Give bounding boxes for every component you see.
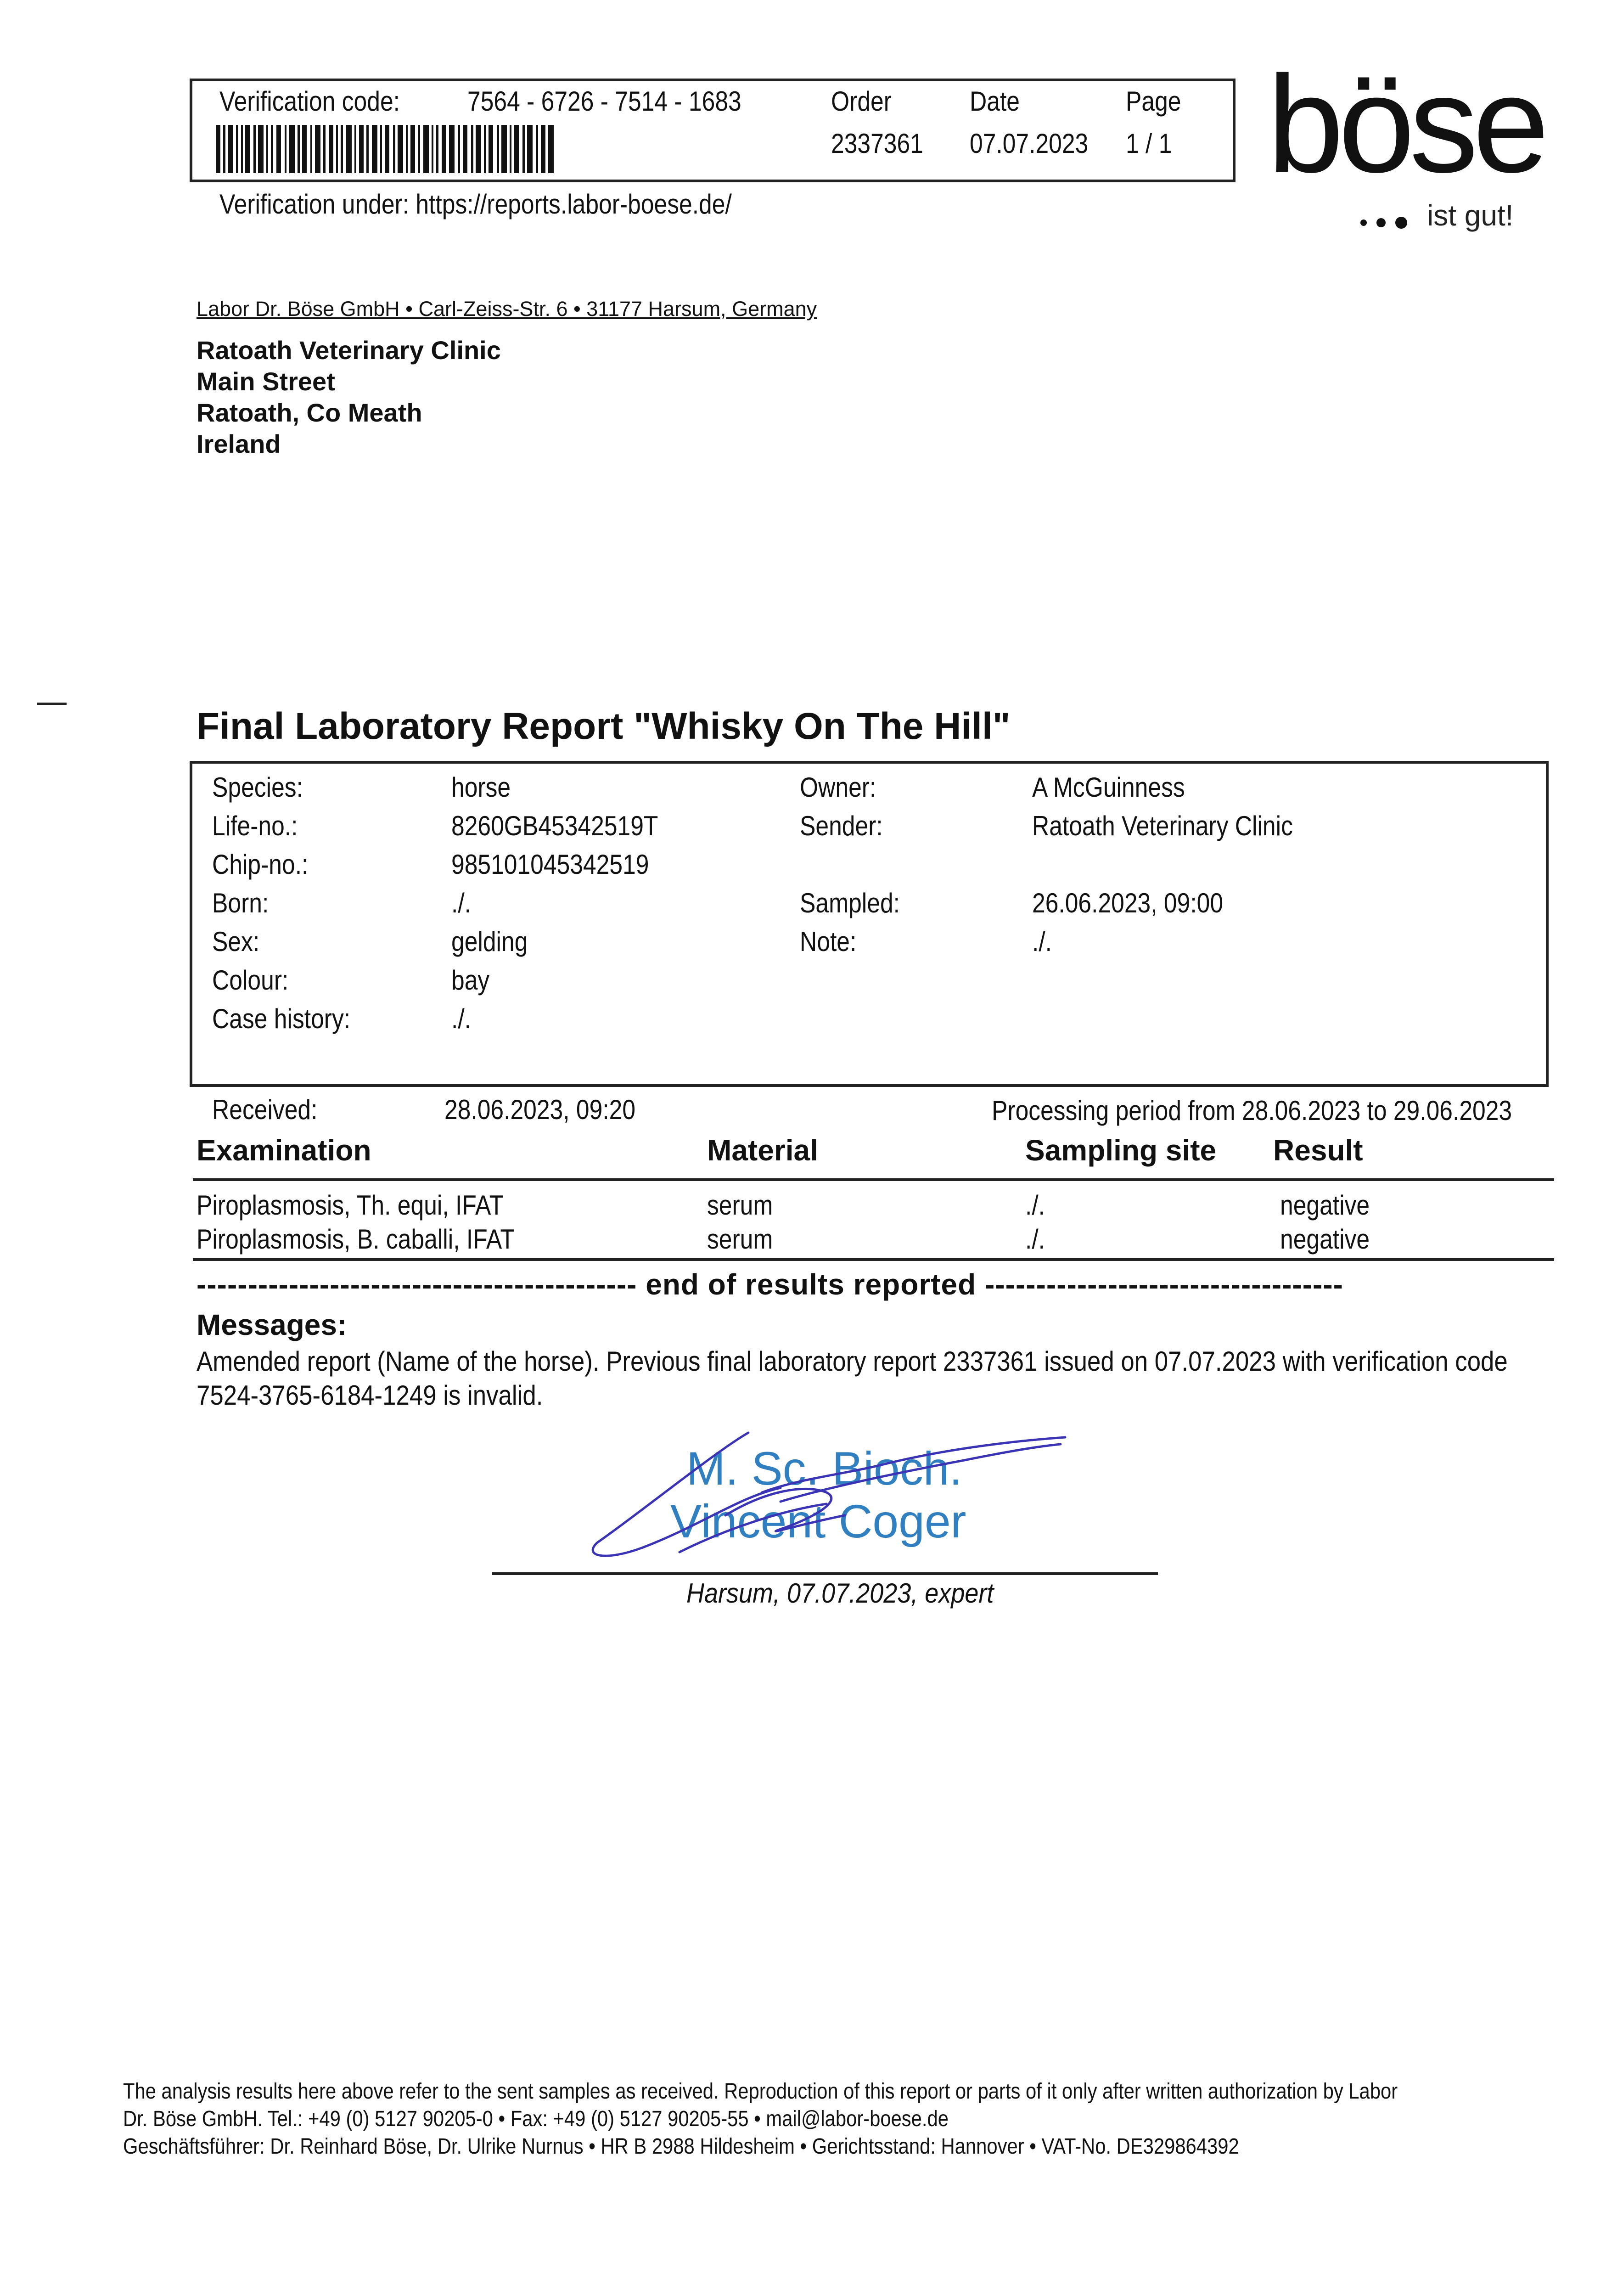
message-line-1: Amended report (Name of the horse). Previous final laboratory report 2337361 issued on 07.07.2023 with verification code <box>197 1346 1508 1377</box>
sex-value: gelding <box>451 926 528 957</box>
material-cell: serum <box>707 1190 773 1221</box>
recipient-street: Main Street <box>197 367 335 396</box>
sampled-value: 26.06.2023, 09:00 <box>1032 888 1224 918</box>
signature-stamp-name: Vincent Coger <box>670 1495 966 1548</box>
bose-logo: böse <box>1267 47 1544 201</box>
column-header-material: Material <box>707 1134 818 1167</box>
signature-caption: Harsum, 07.07.2023, expert <box>686 1578 994 1609</box>
column-header-result: Result <box>1273 1134 1363 1167</box>
species-value: horse <box>451 772 511 803</box>
recipient-city: Ratoath, Co Meath <box>197 398 422 427</box>
signature-rule <box>492 1572 1158 1575</box>
note-label: Note: <box>800 926 857 957</box>
sampled-label: Sampled: <box>800 888 900 918</box>
examination-cell: Piroplasmosis, B. caballi, IFAT <box>197 1224 515 1255</box>
logo-tagline: ist gut! <box>1427 199 1514 232</box>
note-value: ./. <box>1032 926 1052 957</box>
verification-label: Verification code: <box>219 86 400 117</box>
colour-label: Colour: <box>212 965 289 996</box>
signature-stamp-title: M. Sc. Bioch. <box>686 1442 962 1495</box>
colour-value: bay <box>451 965 490 996</box>
born-value: ./. <box>451 888 472 918</box>
chip-no-value: 985101045342519 <box>451 849 649 880</box>
table-header-rule <box>193 1178 1554 1181</box>
fold-mark <box>37 703 67 705</box>
chip-no-label: Chip-no.: <box>212 849 309 880</box>
footer-line-2: Dr. Böse GmbH. Tel.: +49 (0) 5127 90205-0 • Fax: +49 (0) 5127 90205-55 • mail@labor-boese.de <box>123 2107 949 2131</box>
received-value: 28.06.2023, 09:20 <box>444 1094 636 1125</box>
end-of-results-line: ------------------------------------------- end of results reported ----------------------------------- <box>197 1268 1343 1301</box>
date-label: Date <box>970 86 1020 117</box>
case-history-value: ./. <box>451 1003 472 1034</box>
column-header-examination: Examination <box>197 1134 371 1167</box>
sampling-site-cell: ./. <box>1025 1224 1045 1255</box>
page-value: 1 / 1 <box>1126 128 1172 159</box>
material-cell: serum <box>707 1224 773 1255</box>
received-label: Received: <box>212 1094 318 1125</box>
column-header-sampling-site: Sampling site <box>1025 1134 1217 1167</box>
message-line-2: 7524-3765-6184-1249 is invalid. <box>197 1380 543 1411</box>
order-label: Order <box>831 86 892 117</box>
born-label: Born: <box>212 888 269 918</box>
species-label: Species: <box>212 772 303 803</box>
table-bottom-rule <box>193 1258 1554 1261</box>
life-no-label: Life-no.: <box>212 810 298 841</box>
footer-line-1: The analysis results here above refer to the sent samples as received. Reproduction of this report or parts of it only after written authorization by Labor <box>123 2079 1398 2104</box>
life-no-value: 8260GB45342519T <box>451 810 658 841</box>
owner-value: A McGuinness <box>1032 772 1185 803</box>
owner-label: Owner: <box>800 772 876 803</box>
logo-dots-icon <box>1359 216 1419 230</box>
barcode-image <box>216 125 556 173</box>
result-cell: negative <box>1280 1190 1370 1221</box>
recipient-name: Ratoath Veterinary Clinic <box>197 336 501 365</box>
order-value: 2337361 <box>831 128 923 159</box>
messages-title: Messages: <box>197 1308 347 1341</box>
footer-line-3: Geschäftsführer: Dr. Reinhard Böse, Dr. Ulrike Nurnus • HR B 2988 Hildesheim • Gerichtsstand: Hannover • VAT-No. DE329864392 <box>123 2134 1239 2159</box>
case-history-label: Case history: <box>212 1003 351 1034</box>
examination-cell: Piroplasmosis, Th. equi, IFAT <box>197 1190 504 1221</box>
processing-period: Processing period from 28.06.2023 to 29.06.2023 <box>992 1095 1512 1126</box>
sender-value: Ratoath Veterinary Clinic <box>1032 810 1293 841</box>
sender-address-line: Labor Dr. Böse GmbH • Carl-Zeiss-Str. 6 • 31177 Harsum, Germany <box>197 297 817 321</box>
sampling-site-cell: ./. <box>1025 1190 1045 1221</box>
handwritten-signature <box>588 1424 1074 1575</box>
result-cell: negative <box>1280 1224 1370 1255</box>
date-value: 07.07.2023 <box>970 128 1089 159</box>
page-label: Page <box>1126 86 1181 117</box>
verification-url: Verification under: https://reports.labor-boese.de/ <box>219 189 732 219</box>
recipient-country: Ireland <box>197 429 281 458</box>
sex-label: Sex: <box>212 926 260 957</box>
verification-code: 7564 - 6726 - 7514 - 1683 <box>467 86 741 117</box>
report-title: Final Laboratory Report "Whisky On The Hill" <box>197 705 1011 747</box>
sender-label: Sender: <box>800 810 883 841</box>
